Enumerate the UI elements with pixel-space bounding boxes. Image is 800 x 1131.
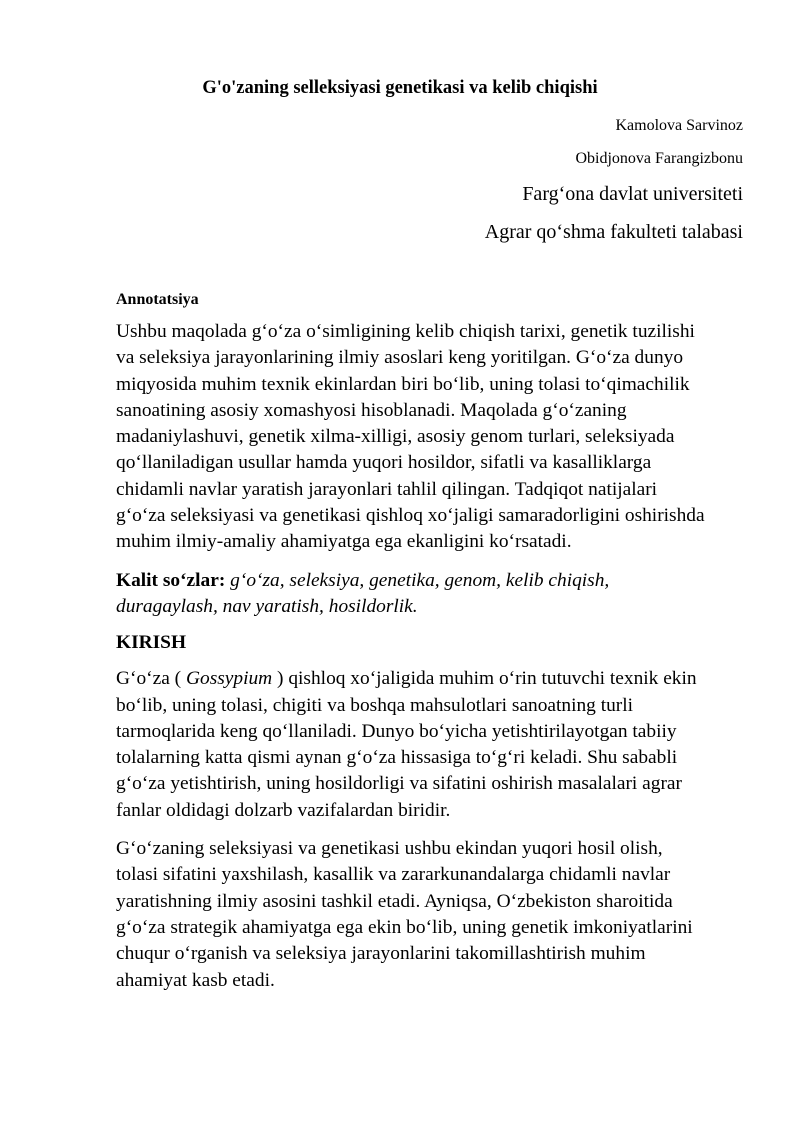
intro-paragraph-2: G‘o‘zaning seleksiyasi va genetikasi ushbu ekindan yuqori hosil olish, tolasi sifatini yaxshilash, kasallik va zararkunandalarga chidamli navlar yaratishning ilmiy asosini tashkil etadi. Ayniqsa, O‘zbekiston sharoitida g‘o‘za strategik ahamiyatga ega ekin bo‘lib, uning genetik imkoniyatlarini chuqur o‘rganish va seleksiya jarayonlarini takomillashtirish muhim ahamiyat kasb etadi. — [116, 838, 693, 991]
affiliation-faculty: Agrar qo‘shma fakulteti talabasi — [484, 221, 743, 243]
affiliation-university: Farg‘ona davlat universiteti — [522, 183, 743, 205]
intro-paragraph-1 — [116, 666, 706, 824]
intro-p1-latin-name: Gossypium — [186, 668, 273, 690]
keywords-terms: g‘o‘za, seleksiya, genetika, genom, kelib chiqish, duragaylash, nav yaratish, hosildorlik. — [116, 569, 610, 617]
intro-heading: KIRISH — [116, 632, 187, 654]
annotation-text: Ushbu maqolada g‘o‘za o‘simligining kelib chiqish tarixi, genetik tuzilishi va seleksiya jarayonlarining ilmiy asoslari keng yoritilgan. G‘o‘za dunyo miqyosida muhim texnik ekinlardan biri bo‘lib, uning tolasi to‘qimachilik sanoatining asosiy xomashyosi hisoblanadi. Maqolada g‘o‘zaning madaniylashuvi, genetik xilma-xilligi, asosiy genom turlari, seleksiyada qo‘llaniladigan usullar hamda yuqori hosildor, sifatli va kasalliklarga chidamli navlar yaratish jarayonlari tahlil qilingan. Tadqiqot natijalari g‘o‘za seleksiyasi va genetikasi qishloq xo‘jaligi samaradorligini oshirishda muhim ilmiy-amaliy ahamiyatga ega ekanligini ko‘rsatadi. — [116, 321, 705, 553]
article-title: G'o'zaning selleksiyasi genetikasi va kelib chiqishi — [202, 78, 598, 98]
intro-p1-rest: ) qishloq xo‘jaligida muhim o‘rin tutuvchi texnik ekin bo‘lib, uning tolasi, chigiti va boshqa mahsulotlari sanoatning turli tarmoqlarida keng qo‘llaniladi. Dunyo bo‘yicha yetishtirilayotgan tabiiy tolalarning katta qismi aynan g‘o‘za hissasiga to‘g‘ri keladi. Shu sababli g‘o‘za yetishtirish, uning hosildorligi va sifatini oshirish masalalari agrar fanlar oldidagi dolzarb vazifalardan biridir. — [116, 668, 697, 821]
keywords — [116, 568, 706, 621]
keywords-label: Kalit so‘zlar: — [116, 569, 226, 591]
intro-p1-start: G‘o‘za ( — [116, 668, 182, 690]
author-name-1: Kamolova Sarvinoz — [615, 117, 743, 134]
article-body — [116, 291, 706, 1006]
annotation-heading: Annotatsiya — [116, 291, 199, 308]
author-name-2: Obidjonova Farangizbonu — [575, 150, 743, 167]
